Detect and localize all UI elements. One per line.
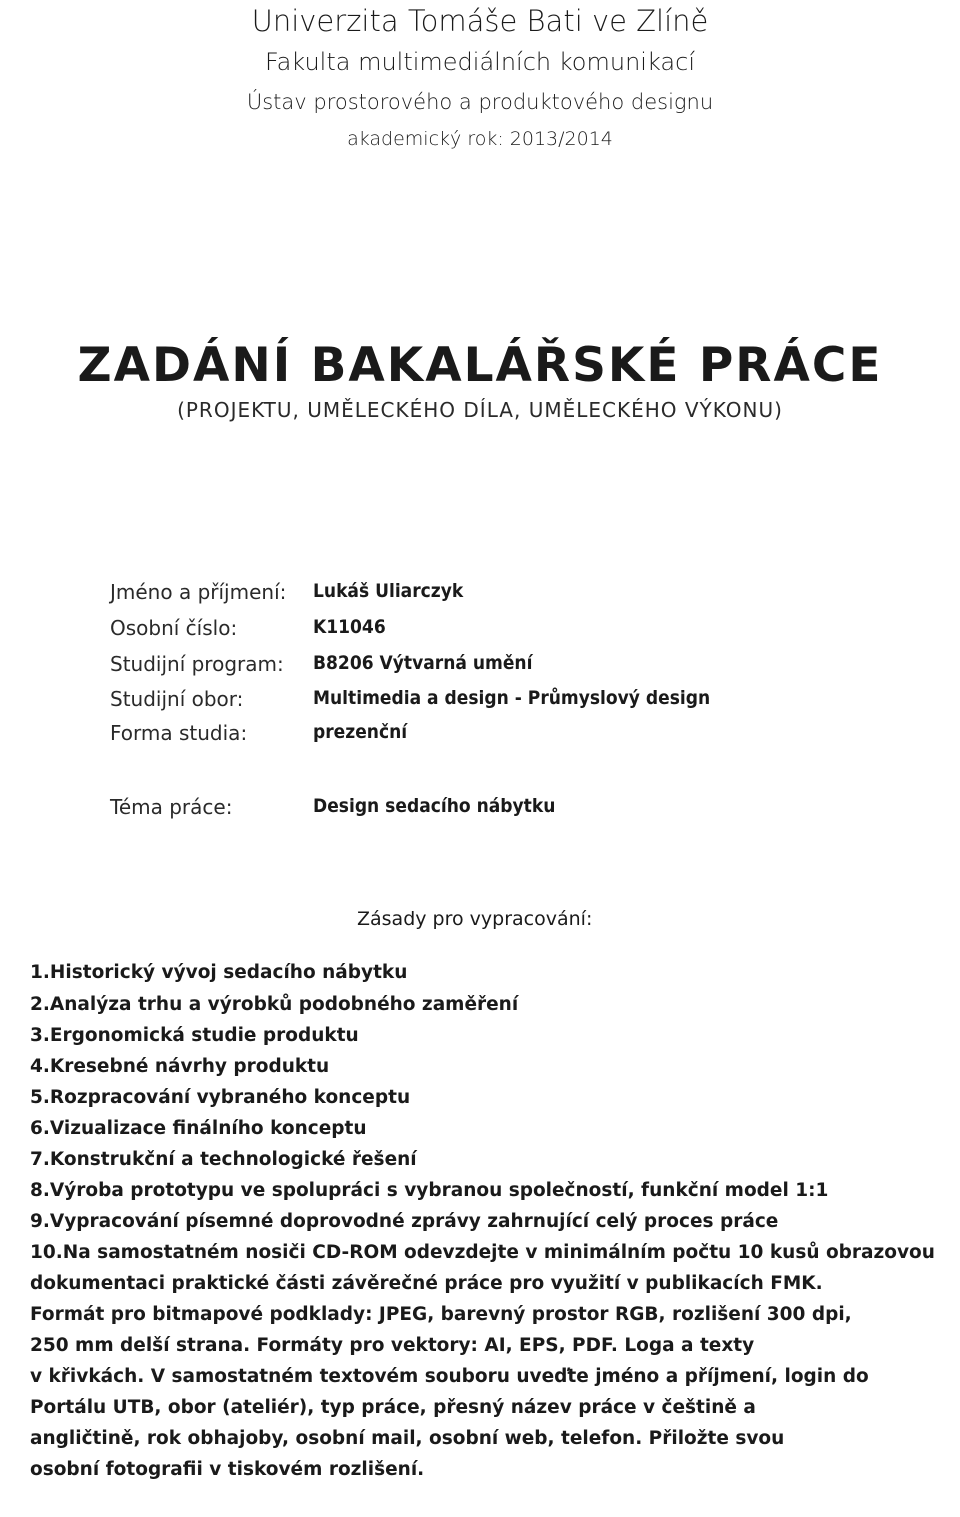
university-name: Univerzita Tomáše Bati ve Zlíně (251, 4, 709, 38)
list-item: v křivkách. V samostatném textovém souboru uveďte jméno a příjmení, login do (30, 1366, 869, 1387)
principles-heading: Zásady pro vypracování: (357, 908, 593, 930)
topic-label: Téma práce: (110, 795, 233, 819)
list-item: 1.Historický vývoj sedacího nábytku (30, 962, 408, 983)
document-title: ZADÁNÍ BAKALÁŘSKÉ PRÁCE (77, 338, 883, 393)
info-label: Jméno a příjmení: (110, 580, 287, 604)
list-item: 250 mm delší strana. Formáty pro vektory: AI, EPS, PDF. Loga a texty (30, 1335, 755, 1356)
info-label: Studijní obor: (110, 687, 244, 711)
academic-year: akademický rok: 2013/2014 (347, 128, 613, 150)
list-item: 4.Kresebné návrhy produktu (30, 1056, 330, 1077)
list-item: Formát pro bitmapové podklady: JPEG, barevný prostor RGB, rozlišení 300 dpi, (30, 1304, 852, 1325)
list-item: 9.Vypracování písemné doprovodné zprávy zahrnující celý proces práce (30, 1211, 779, 1232)
department-name: Ústav prostorového a produktového designu (246, 90, 714, 114)
info-value: prezenční (313, 721, 408, 743)
list-item: angličtině, rok obhajoby, osobní mail, osobní web, telefon. Přiložte svou (30, 1428, 785, 1449)
document-subtitle: (PROJEKTU, UMĚLECKÉHO DÍLA, UMĚLECKÉHO VÝKONU) (177, 398, 783, 422)
list-item: 5.Rozpracování vybraného konceptu (30, 1087, 411, 1108)
list-item: Portálu UTB, obor (ateliér), typ práce, přesný název práce v češtině a (30, 1397, 756, 1418)
list-item: 2.Analýza trhu a výrobků podobného zaměření (30, 994, 519, 1015)
info-label: Osobní číslo: (110, 616, 238, 640)
list-item: 6.Vizualizace finálního konceptu (30, 1118, 367, 1139)
info-label: Forma studia: (110, 721, 248, 745)
info-value: K11046 (313, 616, 386, 638)
info-value: B8206 Výtvarná umění (313, 652, 533, 674)
list-item: dokumentaci praktické části závěrečné práce pro využití v publikacích FMK. (30, 1273, 823, 1294)
info-value: Multimedia a design - Průmyslový design (313, 687, 711, 709)
list-item: 3.Ergonomická studie produktu (30, 1025, 359, 1046)
faculty-name: Fakulta multimediálních komunikací (264, 48, 695, 76)
list-item: 8.Výroba prototypu ve spolupráci s vybranou společností, funkční model 1:1 (30, 1180, 829, 1201)
topic-value: Design sedacího nábytku (313, 795, 556, 817)
info-label: Studijní program: (110, 652, 284, 676)
info-value: Lukáš Uliarczyk (313, 580, 464, 602)
list-item: 10.Na samostatném nosiči CD-ROM odevzdejte v minimálním počtu 10 kusů obrazovou (30, 1242, 935, 1263)
list-item: osobní fotografii v tiskovém rozlišení. (30, 1459, 425, 1480)
list-item: 7.Konstrukční a technologické řešení (30, 1149, 417, 1170)
